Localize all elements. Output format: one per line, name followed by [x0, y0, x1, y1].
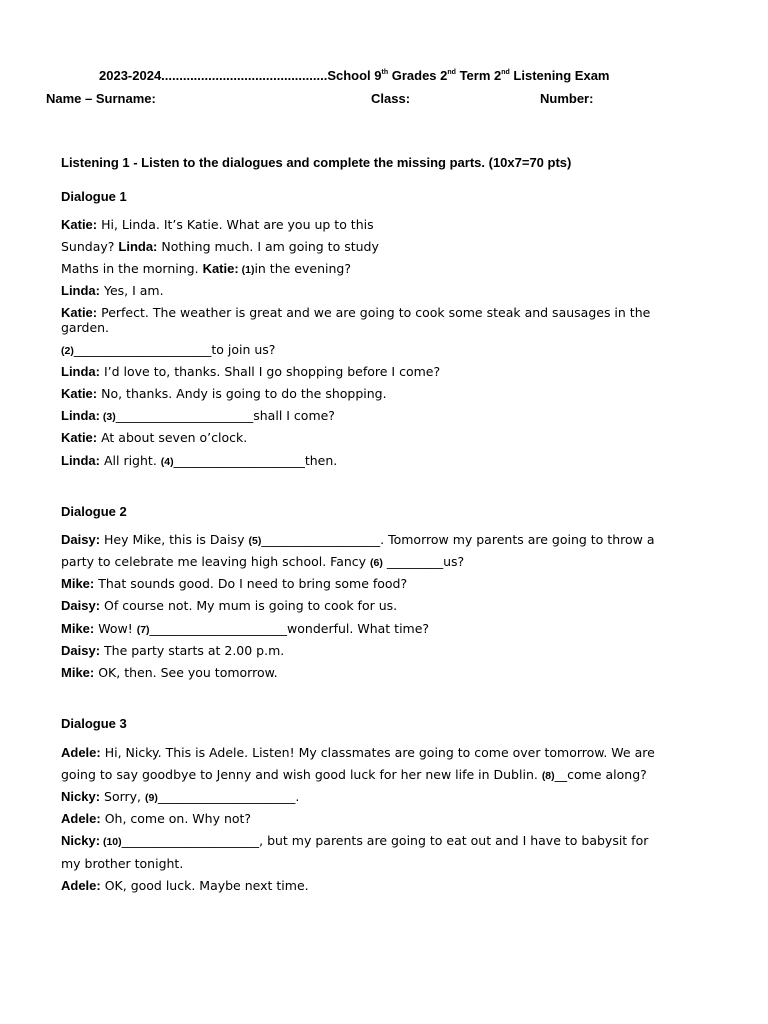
- dialogue-3-line-6: my brother tonight.: [61, 856, 184, 871]
- instruction: Listening 1 - Listen to the dialogues and complete the missing parts. (10x7=70 pts): [61, 155, 572, 170]
- dialogue-3-line-7: Adele: OK, good luck. Maybe next time.: [61, 878, 309, 893]
- blank-3[interactable]: ______________________: [115, 408, 254, 423]
- blank-number-2: (2): [61, 345, 74, 357]
- dialogue-2-line-6: Daisy: The party starts at 2.00 p.m.: [61, 643, 285, 658]
- name-surname-label: Name – Surname:: [46, 91, 156, 106]
- number-label: Number:: [540, 91, 594, 106]
- blank-number-6: (6): [370, 557, 383, 569]
- dialogue-1-line-1: Katie: Hi, Linda. It’s Katie. What are you up to this: [61, 217, 374, 232]
- class-label: Class:: [371, 91, 411, 106]
- blank-4[interactable]: _____________________: [173, 453, 305, 468]
- blank-6[interactable]: _________: [382, 554, 444, 569]
- dialogue-2-line-2: party to celebrate me leaving high school. Fancy (6) _________us?: [61, 554, 465, 569]
- blank-number-9: (9): [145, 792, 158, 804]
- blank-number-1: (1): [238, 264, 255, 276]
- blank-number-10: (10): [100, 836, 122, 848]
- exam-title: 2023-2024..............................................School 9th Grades 2nd Term 2nd Listening Exam: [99, 68, 610, 83]
- blank-number-3: (3): [100, 411, 116, 423]
- blank-10[interactable]: ______________________: [121, 833, 260, 848]
- blank-9[interactable]: ______________________: [157, 789, 296, 804]
- blank-number-8: (8): [541, 770, 555, 782]
- dialogue-1-line-9: Linda: (3)______________________shall I come?: [61, 408, 335, 423]
- dialogue-1-line-10: Katie: At about seven o’clock.: [61, 430, 248, 445]
- dialogue-1-line-4: Linda: Yes, I am.: [61, 283, 164, 298]
- blank-number-5: (5): [248, 535, 262, 547]
- dialogue-1-line-7: Linda: I’d love to, thanks. Shall I go shopping before I come?: [61, 364, 441, 379]
- dialogue-2-line-4: Daisy: Of course not. My mum is going to cook for us.: [61, 598, 398, 613]
- dialogue-3-line-2: going to say goodbye to Jenny and wish good luck for her new life in Dublin. (8)__come along?: [61, 767, 647, 782]
- dialogue-1-line-6: (2)______________________to join us?: [61, 342, 276, 357]
- blank-8[interactable]: __: [554, 767, 568, 782]
- dialogue-3-line-5: Nicky: (10)______________________, but my parents are going to eat out and I have to babysit for: [61, 833, 649, 848]
- blank-7[interactable]: ______________________: [149, 621, 288, 636]
- blank-2[interactable]: ______________________: [73, 342, 212, 357]
- dialogue-1-line-5: Katie: Perfect. The weather is great and we are going to cook some steak and sausages in the garden.: [61, 305, 651, 335]
- dialogue-2-line-7: Mike: OK, then. See you tomorrow.: [61, 665, 278, 680]
- dialogue-3-line-4: Adele: Oh, come on. Why not?: [61, 811, 252, 826]
- dialogue-2-line-5: Mike: Wow! (7)______________________wonderful. What time?: [61, 621, 430, 636]
- dialogue-3-title: Dialogue 3: [61, 716, 127, 731]
- dialogue-1-line-3: Maths in the morning. Katie: (1)in the evening?: [61, 261, 351, 276]
- blank-5[interactable]: ___________________: [261, 532, 381, 547]
- dialogue-2-title: Dialogue 2: [61, 504, 127, 519]
- dialogue-3-line-1: Adele: Hi, Nicky. This is Adele. Listen! My classmates are going to come over tomorrow. We are: [61, 745, 655, 760]
- dialogue-3-line-3: Nicky: Sorry, (9)______________________.: [61, 789, 300, 804]
- dialogue-1-line-8: Katie: No, thanks. Andy is going to do the shopping.: [61, 386, 387, 401]
- blank-number-4: (4): [160, 456, 174, 468]
- dialogue-1-title: Dialogue 1: [61, 189, 127, 204]
- blank-number-7: (7): [136, 624, 150, 636]
- dialogue-1-line-11: Linda: All right. (4)_____________________then.: [61, 453, 338, 468]
- dialogue-2-line-3: Mike: That sounds good. Do I need to bring some food?: [61, 576, 408, 591]
- dialogue-2-line-1: Daisy: Hey Mike, this is Daisy (5)___________________. Tomorrow my parents are going to throw a: [61, 532, 655, 547]
- dialogue-1-line-2: Sunday? Linda: Nothing much. I am going to study: [61, 239, 379, 254]
